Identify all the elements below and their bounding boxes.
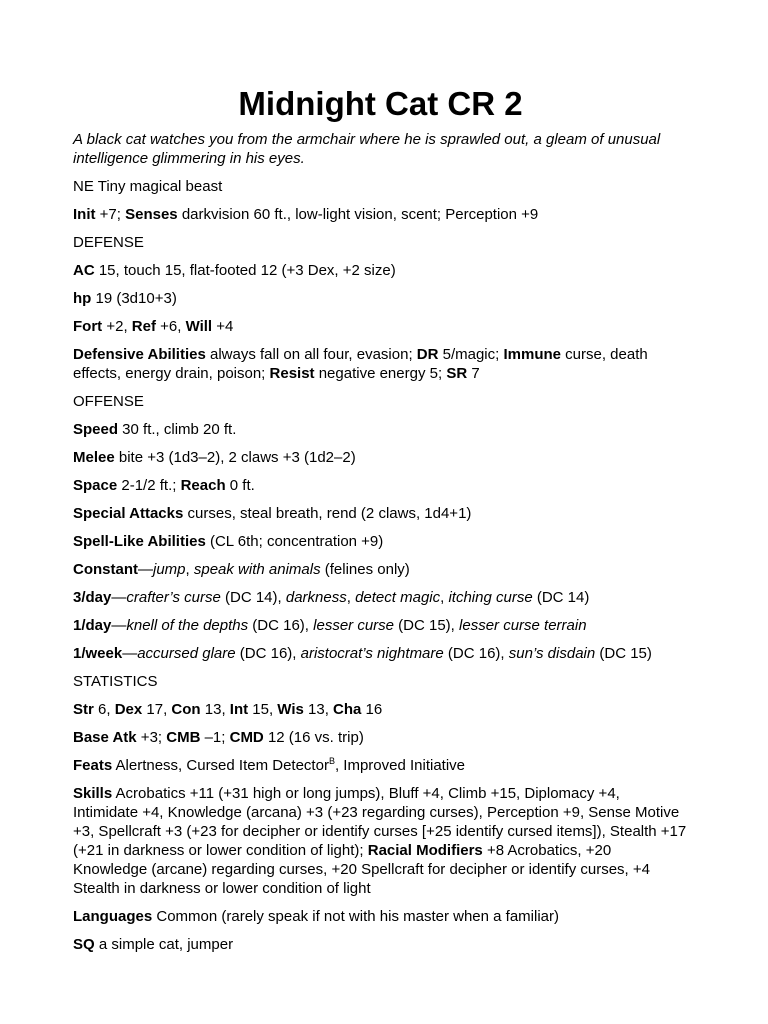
stat-text: NE Tiny magical beast [73,178,223,195]
page-title: Midnight Cat CR 2 [238,85,523,122]
stat-line [73,926,688,954]
stat-label: Special Attacks [73,505,184,522]
stat-text: — [111,617,127,634]
stat-label: Init [73,206,96,223]
stat-text: (felines only) [320,561,410,578]
stat-text: 6, [93,701,115,718]
stat-text: DEFENSE [73,234,144,251]
stat-label: CMB [166,729,201,746]
stat-label: Speed [73,421,119,438]
stat-text: 0 ft. [225,477,255,494]
stat-text: — [122,645,138,662]
stat-label: 3/day [73,589,112,606]
stat-text: 15, touch 15, flat-footed 12 (+3 Dex, +2 size) [94,262,396,279]
stat-label: Space [73,477,118,494]
stat-text: accursed glare [137,645,236,662]
stat-line [73,579,688,607]
stat-line [73,336,688,383]
stat-text: Common (rarely speak if not with his master when a familiar) [152,908,559,925]
stat-text: 30 ft., climb 20 ft. [118,421,237,438]
stat-text: crafter’s curse [126,589,221,606]
stat-text: +4 [212,318,234,335]
stat-label: Resist [269,365,315,382]
stat-line [73,898,688,926]
stat-line [73,168,688,196]
stat-line [73,196,688,224]
stat-text: –1; [200,729,230,746]
stat-label: Fort [73,318,103,335]
stat-text: 7 [467,365,480,382]
stat-text: speak with animals [193,561,321,578]
stat-text: 13, [303,701,334,718]
stat-text: darkvision 60 ft., low-light vision, scent; Perception +9 [177,206,539,223]
stat-text: +7; [95,206,126,223]
stat-line [73,775,688,898]
stat-text: lesser curse terrain [459,617,587,634]
stat-text: 2-1/2 ft.; [117,477,181,494]
stat-text: (DC 16), [248,617,314,634]
stat-text: — [138,561,153,578]
stat-label: Cha [333,701,362,718]
stat-label: Feats [73,757,113,774]
stat-label: Con [171,701,201,718]
stat-text: darkness [285,589,347,606]
stat-text: 16 [361,701,383,718]
stat-text: detect magic [355,589,441,606]
stat-text: negative energy 5; [314,365,447,382]
stat-label: Senses [125,206,178,223]
stat-text: 17, [142,701,172,718]
stat-text: (DC 15), [394,617,460,634]
stat-label: Languages [73,908,153,925]
stat-label: Dex [114,701,143,718]
stat-text: +8 Acrobatics, +20 Knowledge (arcane) regarding curses, +20 Spellcraft for decipher or identify curses, +4 Stealth in darkness or lower condition of light [73,842,650,897]
stat-line [73,495,688,523]
stat-text: itching curse [448,589,533,606]
stat-text: 13, [200,701,230,718]
intro-text: A black cat watches you from the armchair where he is sprawled out, a gleam of unusual intelligence glimmering in his eyes. [73,131,661,167]
stat-label: 1/day [73,617,112,634]
stat-text: , [346,589,356,606]
stat-text: jump [153,561,186,578]
stat-text: aristocrat’s nightmare [300,645,444,662]
stat-text: curses, steal breath, rend (2 claws, 1d4+1) [183,505,472,522]
stat-text: Alertness, Cursed Item Detector [112,757,329,774]
stat-line [73,383,688,411]
stat-label: DR [416,346,439,363]
stat-text: , [440,589,449,606]
stat-line [73,252,688,280]
stat-line [73,663,688,691]
stat-line [73,551,688,579]
stat-text: Acrobatics +11 (+31 high or long jumps), Bluff +4, Climb +15, Diplomacy +4, Intimidate +4, Knowledge (arcana) +3 (+23 regarding curses), Perception +9, Sense Motive +3, Spellcraft +3 (+23 for decipher or identify curses [+25 identify cursed items]), Stealth +17 (+21 in darkness or lower condition of light); [73,785,687,859]
stat-text: lesser curse [313,617,394,634]
stat-label: Ref [131,318,156,335]
stat-line [73,635,688,663]
stat-label: SR [446,365,468,382]
stat-text: (DC 16), [443,645,509,662]
stat-text: knell of the depths [126,617,249,634]
stat-text: sun’s disdain [508,645,596,662]
stat-text: +6, [155,318,186,335]
stat-line [73,467,688,495]
stat-text: 5/magic; [438,346,504,363]
stat-line [73,439,688,467]
stat-text: +2, [102,318,132,335]
stat-label: Racial Modifiers [367,842,483,859]
stat-label: CMD [229,729,264,746]
stat-text: a simple cat, jumper [94,936,234,953]
stat-text: OFFENSE [73,393,144,410]
stat-block [73,168,688,954]
stat-text: STATISTICS [73,673,158,690]
stat-text: (DC 14), [220,589,286,606]
stat-line [73,224,688,252]
stat-text: always fall on all four, evasion; [205,346,417,363]
stat-label: Reach [180,477,226,494]
stat-label: Wis [277,701,304,718]
stat-text: (CL 6th; concentration +9) [205,533,384,550]
stat-line [73,411,688,439]
stat-text: (DC 14) [532,589,590,606]
stat-text: (DC 16), [235,645,301,662]
stat-label: 1/week [73,645,123,662]
stat-line [73,607,688,635]
stat-line [73,280,688,308]
stat-label: Base Atk [73,729,137,746]
stat-label: Skills [73,785,113,802]
stat-text: 19 (3d10+3) [91,290,177,307]
stat-line [73,308,688,336]
stat-text: curse, death effects, energy drain, poison; [73,346,648,382]
stat-label: hp [73,290,92,307]
stat-text: , [185,561,194,578]
stat-label: Defensive Abilities [73,346,206,363]
stat-label: SQ [73,936,95,953]
stat-label: Spell-Like Abilities [73,533,206,550]
stat-text: bite +3 (1d3–2), 2 claws +3 (1d2–2) [114,449,356,466]
stat-label: Str [73,701,94,718]
stat-label: Immune [503,346,561,363]
stat-label: Will [185,318,213,335]
stat-line [73,719,688,747]
stat-label: Melee [73,449,115,466]
stat-line [73,523,688,551]
stat-text: — [111,589,127,606]
stat-text: +3; [136,729,167,746]
stat-text: , Improved Initiative [334,757,466,774]
stat-text: (DC 15) [595,645,652,662]
stat-text: 12 (16 vs. trip) [263,729,364,746]
stat-text: 15, [248,701,278,718]
stat-text: B [328,756,335,766]
stat-line [73,747,688,775]
stat-line [73,691,688,719]
stat-label: Int [229,701,249,718]
stat-label: Constant [73,561,138,578]
stat-label: AC [73,262,95,279]
